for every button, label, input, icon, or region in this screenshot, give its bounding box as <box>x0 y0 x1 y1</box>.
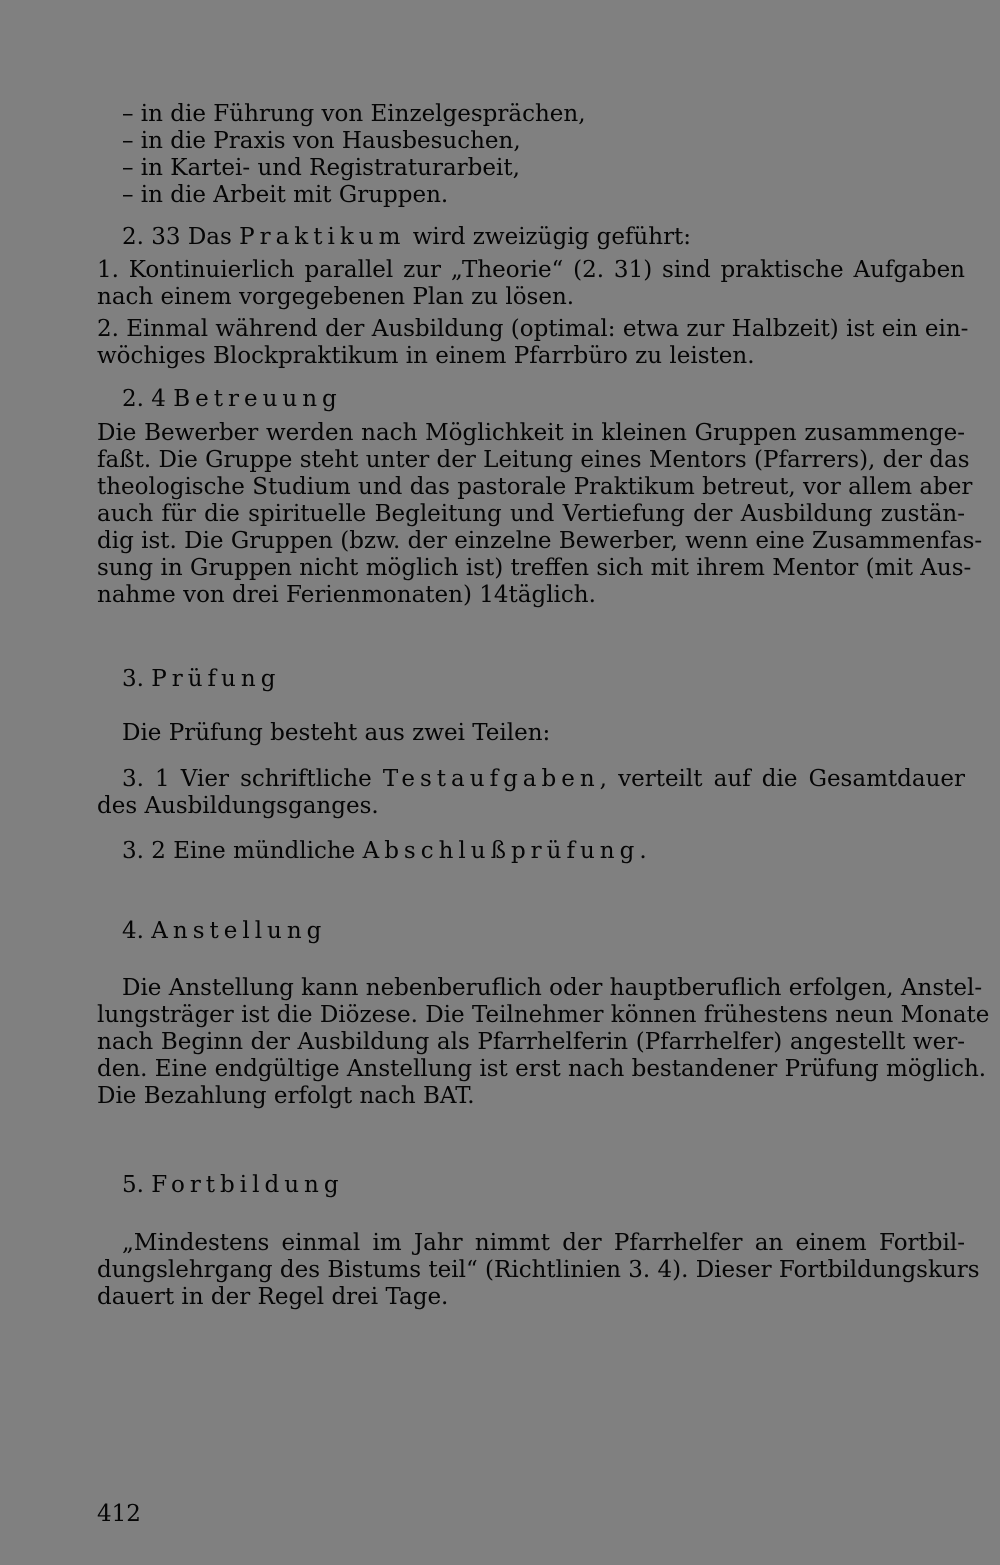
section-title: Betreuung <box>173 386 342 412</box>
section-title: Anstellung <box>151 918 327 944</box>
section-2-33-spaced-term: Praktikum <box>239 224 406 250</box>
section-3-heading <box>97 666 965 693</box>
list-item: – in die Arbeit mit Gruppen. <box>122 182 449 208</box>
praktikum-item-1: 1. Kontinuierlich parallel zur „Theorie“ (2. 31) sind praktische Aufgaben nach einem vorgegebenen Plan zu lösen. <box>97 257 965 310</box>
fortbildung-paragraph: „Mindestens einmal im Jahr nimmt der Pfarrhelfer an einem Fortbil- dungslehrgang des Bistums teil“ (Richtlinien 3. 4). Dieser Fortbildungskurs dauert in der Regel drei Tage. <box>97 1230 980 1310</box>
section-title: Prüfung <box>151 666 281 692</box>
section-3-1-spaced-term: Testaufgaben <box>382 766 600 792</box>
section-4-heading <box>97 918 965 945</box>
page-number: 412 <box>97 1501 141 1527</box>
section-number: 3. <box>122 666 152 692</box>
anstellung-paragraph: Die Anstellung kann nebenberuflich oder hauptberuflich erfolgen, Anstel- lungsträger ist die Diözese. Die Teilnehmer können frühestens neun Monate nach Beginn der Ausbildung als Pfarrhelferin (Pfarrhelfer) angestellt wer- den. Eine endgültige Anstellung ist erst nach bestandener Prüfung möglich. Die Bezahlung erfolgt nach BAT. <box>97 975 990 1109</box>
section-3-1: 3. 1 Vier schriftliche Testaufgaben, verteilt auf die Gesamtdauer des Ausbildungsganges. <box>97 766 965 819</box>
pruefung-intro: Die Prüfung besteht aus zwei Teilen: <box>122 720 551 746</box>
dash-list <box>97 101 965 209</box>
section-number: 4. <box>122 918 152 944</box>
section-3-2: 3. 2 Eine mündliche Abschlußprüfung. <box>122 838 647 864</box>
section-2-33-heading <box>97 224 965 251</box>
section-number: 5. <box>122 1172 152 1198</box>
section-2-33-prefix: 2. 33 Das <box>122 224 240 250</box>
list-item: – in die Führung von Einzelgesprächen, <box>122 101 586 127</box>
betreuung-paragraph: Die Bewerber werden nach Möglichkeit in kleinen Gruppen zusammenge- faßt. Die Gruppe steht unter der Leitung eines Mentors (Pfarrers), der das theologische Studium und das pastorale Praktikum betreut, vor allem aber auch für die spirituelle Begleitung und Vertiefung der Ausbildung zustän- dig ist. Die Gruppen (bzw. der einzelne Bewerber, wenn eine Zusammenfas- sung in Gruppen nicht möglich ist) treffen sich mit ihrem Mentor (mit Aus- nahme von drei Ferienmonaten) 14täglich. <box>97 420 983 608</box>
section-title: Fortbildung <box>151 1172 344 1198</box>
list-item: – in Kartei- und Registraturarbeit, <box>122 155 520 181</box>
list-item: – in die Praxis von Hausbesuchen, <box>122 128 521 154</box>
section-5-heading <box>97 1172 965 1199</box>
section-2-33-suffix: wird zweizügig geführt: <box>405 224 692 250</box>
section-2-4-heading <box>97 386 965 413</box>
section-3-2-spaced-term: Abschlußprüfung <box>362 838 640 864</box>
section-number: 2. 4 <box>122 386 174 412</box>
praktikum-item-2: 2. Einmal während der Ausbildung (optimal: etwa zur Halbzeit) ist ein ein- wöchiges Blockpraktikum in einem Pfarrbüro zu leisten. <box>97 316 969 369</box>
